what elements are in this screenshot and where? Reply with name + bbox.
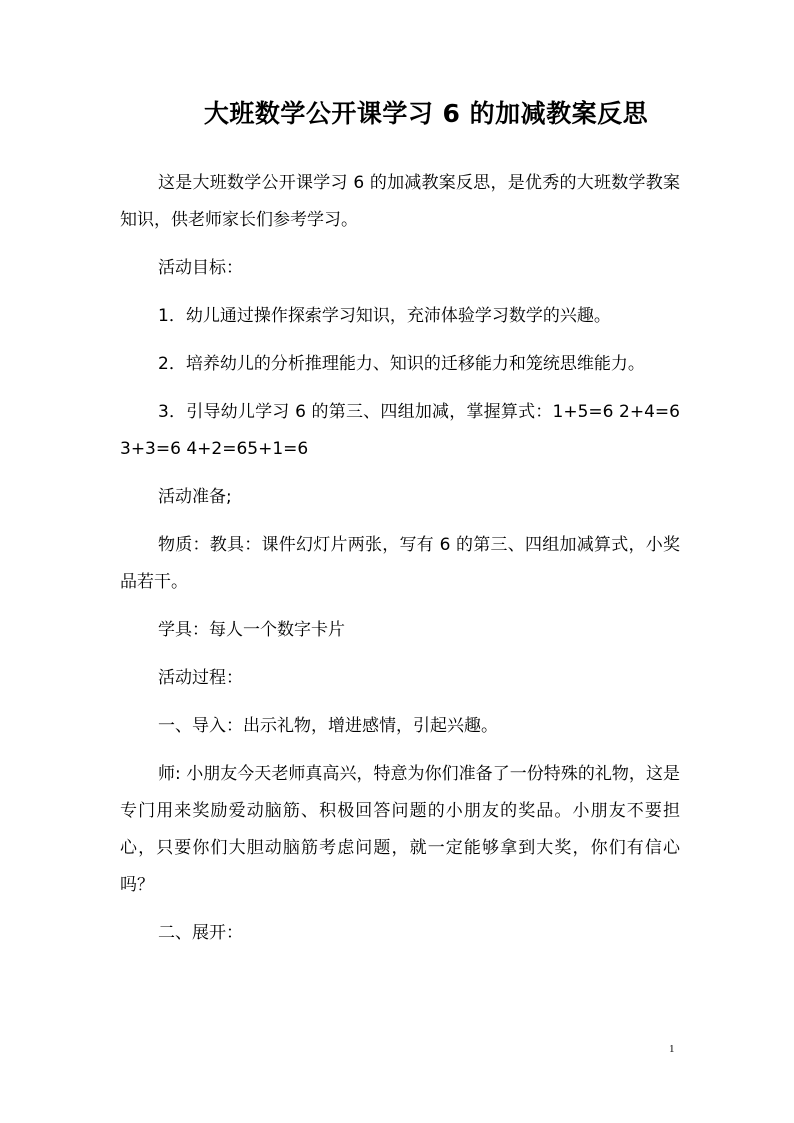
section-heading-preparation: 活动准备; bbox=[158, 487, 232, 507]
preparation-student-tools: 学具：每人一个数字卡片 bbox=[158, 620, 345, 640]
goal-item-2: 2．培养幼儿的分析推理能力、知识的迁移能力和笼统思维能力。 bbox=[158, 354, 645, 374]
teacher-speech-paragraph: 师: 小朋友今天老师真高兴，特意为你们准备了一份特殊的礼物，这是专门用来奖励爱动脑筋、积极回答问题的小朋友的奖品。小朋友不要担心，只要你们大胆动脑筋考虑问题，就一定能够拿到大奖，你们有信心吗？ bbox=[120, 764, 680, 895]
intro-paragraph: 这是大班数学公开课学习 6 的加减教案反思，是优秀的大班数学教案知识，供老师家长们参考学习。 bbox=[120, 173, 680, 230]
goal-item-3: 3．引导幼儿学习 6 的第三、四组加减，掌握算式：1+5=6 2+4=6 3+3=6 4+2=65+1=6 bbox=[120, 402, 680, 459]
section-heading-process: 活动过程： bbox=[158, 668, 243, 688]
section-heading-goals: 活动目标： bbox=[158, 258, 243, 278]
page-number: 1 bbox=[669, 1043, 675, 1055]
process-step-2: 二、展开： bbox=[158, 923, 243, 943]
process-step-1: 一、导入：出示礼物，增进感情，引起兴趣。 bbox=[158, 716, 498, 736]
document-title: 大班数学公开课学习 6 的加减教案反思 bbox=[203, 99, 649, 128]
document-body bbox=[120, 165, 680, 963]
preparation-materials: 物质：教具：课件幻灯片两张，写有 6 的第三、四组加减算式，小奖品若干。 bbox=[120, 535, 680, 592]
goal-item-1: 1．幼儿通过操作探索学习知识，充沛体验学习数学的兴趣。 bbox=[158, 306, 611, 326]
